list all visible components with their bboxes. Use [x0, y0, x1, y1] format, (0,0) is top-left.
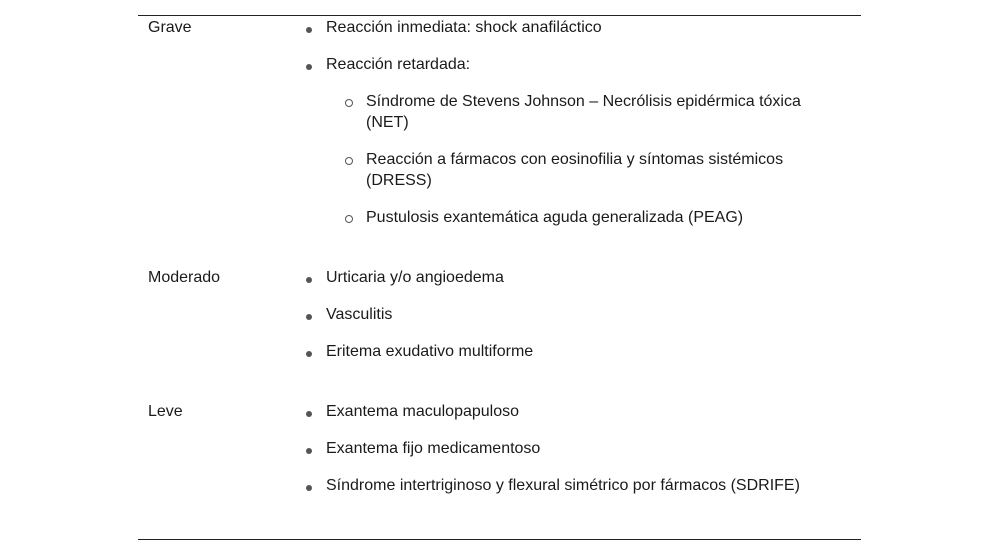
list-item: Eritema exudativo multiforme [326, 343, 534, 360]
hollow-circle-bullet-icon [345, 215, 353, 223]
severity-label-leve: Leve [148, 403, 183, 420]
bullet-icon [306, 314, 312, 320]
bullet-icon [306, 448, 312, 454]
table-top-rule [138, 15, 861, 16]
sub-list-item: Pustulosis exantemática aguda generalizada (PEAG) [366, 209, 744, 226]
bullet-icon [306, 27, 312, 33]
hollow-circle-bullet-icon [345, 157, 353, 165]
bullet-icon [306, 351, 312, 357]
bullet-icon [306, 64, 312, 70]
list-item: Exantema fijo medicamentoso [326, 440, 541, 457]
sub-list-item: Síndrome de Stevens Johnson – Necrólisis epidérmica tóxica (NET) [366, 93, 801, 131]
bullet-icon [306, 277, 312, 283]
bullet-icon [306, 411, 312, 417]
list-item: Reacción retardada: [326, 56, 471, 73]
table-bottom-rule [138, 539, 861, 540]
sub-list-item: Reacción a fármacos con eosinofilia y síntomas sistémicos (DRESS) [366, 151, 784, 189]
list-item: Reacción inmediata: shock anafiláctico [326, 19, 602, 36]
bullet-icon [306, 485, 312, 491]
severity-label-moderado: Moderado [148, 269, 221, 286]
hollow-circle-bullet-icon [345, 99, 353, 107]
list-item: Vasculitis [326, 306, 393, 323]
severity-label-grave: Grave [148, 19, 192, 36]
list-item: Urticaria y/o angioedema [326, 269, 504, 286]
list-item: Síndrome intertriginoso y flexural simétrico por fármacos (SDRIFE) [326, 477, 800, 494]
list-item: Exantema maculopapuloso [326, 403, 520, 420]
